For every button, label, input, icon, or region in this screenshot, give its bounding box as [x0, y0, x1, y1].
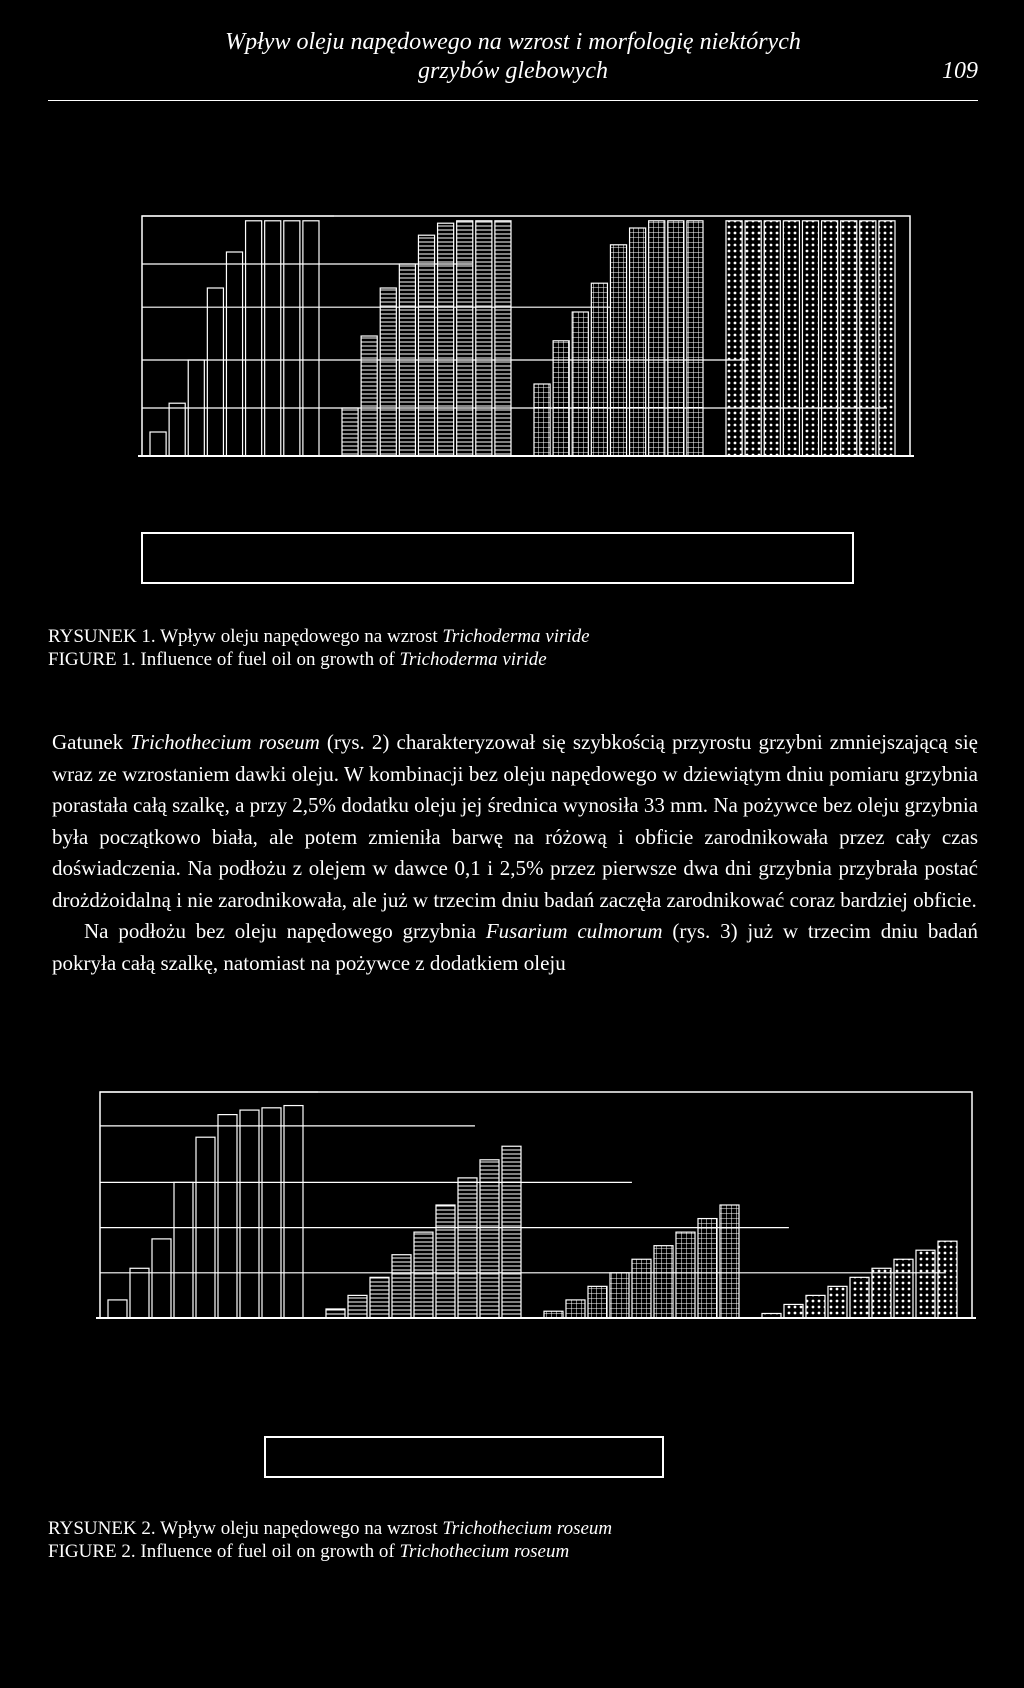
- bar-mark: [802, 221, 818, 456]
- bar-mark: [553, 341, 569, 456]
- paragraph-1-species: Trichothecium roseum: [130, 730, 320, 754]
- bar-mark: [457, 221, 473, 456]
- figure-2-caption-en-species: Trichothecium roseum: [399, 1541, 570, 1562]
- bar-mark: [649, 221, 665, 456]
- bar-mark: [476, 221, 492, 456]
- figure-2-svg: [96, 1088, 976, 1324]
- figure-1-caption-en-text: FIGURE 1. Influence of fuel oil on growth of: [48, 649, 400, 670]
- figure-1-svg: [138, 212, 914, 462]
- figure-1-chart: [138, 212, 914, 462]
- bar-mark: [668, 221, 684, 456]
- running-head-title-line1: Wpływ oleju napędowego na wzrost i morfologię niektórych: [225, 29, 801, 55]
- bar-mark: [879, 221, 895, 456]
- bar-mark: [370, 1277, 389, 1318]
- bar-mark: [418, 235, 434, 456]
- figure-2-caption-pl: [48, 1517, 612, 1540]
- bar-mark: [784, 1304, 803, 1318]
- bar-mark: [392, 1255, 411, 1318]
- bar-mark: [745, 221, 761, 456]
- bar-mark: [207, 288, 223, 456]
- paragraph-2-text-a: Na podłożu bez oleju napędowego grzybnia: [84, 919, 486, 943]
- figure-1-legend-box: [141, 532, 854, 584]
- bar-mark: [841, 221, 857, 456]
- figure-2-caption-pl-text: RYSUNEK 2. Wpływ oleju napędowego na wzrost: [48, 1518, 443, 1539]
- figure-1-caption: [48, 625, 590, 671]
- bar-mark: [806, 1295, 825, 1318]
- paragraph-2-species: Fusarium culmorum: [485, 919, 663, 943]
- bar-mark: [654, 1246, 673, 1318]
- bar-mark: [169, 403, 185, 456]
- bar-mark: [174, 1182, 193, 1318]
- bar-mark: [265, 221, 281, 456]
- bar-mark: [726, 221, 742, 456]
- figure-1-caption-en: [48, 648, 590, 671]
- bar-mark: [630, 228, 646, 456]
- running-head-title-line2-text: grzybów glebowych: [418, 58, 608, 84]
- bar-mark: [130, 1268, 149, 1318]
- bar-mark: [150, 432, 166, 456]
- bar-mark: [720, 1205, 739, 1318]
- paragraph-2: [52, 916, 978, 979]
- paragraph-1-text-b: (rys. 2) charakteryzował się szybkością przyrostu grzybni zmniejszającą się wraz ze wzrostaniem dawki oleju. W kombinacji bez oleju napędowego w dziewiątym dniu pomiaru grzybnia porastała całą szalkę, a przy 2,5% dodatku oleju jej średnica wynosiła 33 mm. Na pożywce bez oleju grzybnia była początkowo biała, ale potem zmieniła barwę na różową i obficie zarodnikowała przez cały czas doświadczenia. Na podłożu z olejem w dawce 0,1 i 2,5% przez pierwsze dwa dni grzybnia przybrała postać drożdżoidalną i nie zarodnikowała, ale już w trzecim dniu badań zaczęła zarodnikować coraz bardziej obficie.: [52, 730, 978, 912]
- bar-mark: [916, 1250, 935, 1318]
- bar-mark: [361, 336, 377, 456]
- bar-mark: [284, 1106, 303, 1318]
- bar-mark: [218, 1115, 237, 1318]
- bar-mark: [872, 1268, 891, 1318]
- paragraph-1-text-a: Gatunek: [52, 730, 131, 754]
- figure-1-caption-pl-text: RYSUNEK 1. Wpływ oleju napędowego na wzrost: [48, 626, 443, 647]
- bar-mark: [572, 312, 588, 456]
- running-head-title-line2: [48, 57, 978, 86]
- bar-mark: [262, 1108, 281, 1318]
- bar-mark: [828, 1286, 847, 1318]
- bar-mark: [698, 1219, 717, 1318]
- bar-mark: [860, 221, 876, 456]
- bar-mark: [226, 252, 242, 456]
- bar-mark: [544, 1311, 563, 1318]
- header-rule: [48, 100, 978, 101]
- bar-mark: [438, 223, 454, 456]
- bar-mark: [246, 221, 262, 456]
- figure-1-caption-pl: [48, 625, 590, 648]
- paragraph-1: [52, 727, 978, 916]
- bar-mark: [783, 221, 799, 456]
- bar-mark: [591, 283, 607, 456]
- bar-mark: [687, 221, 703, 456]
- bar-mark: [588, 1286, 607, 1318]
- bar-mark: [610, 245, 626, 456]
- bar-mark: [610, 1273, 629, 1318]
- bar-mark: [894, 1259, 913, 1318]
- page-number: 109: [942, 58, 978, 84]
- bar-mark: [303, 221, 319, 456]
- figure-1-caption-pl-species: Trichoderma viride: [442, 626, 590, 647]
- bar-mark: [326, 1309, 345, 1318]
- figure-1-caption-en-species: Trichoderma viride: [399, 649, 547, 670]
- bar-mark: [534, 384, 550, 456]
- bar-mark: [676, 1232, 695, 1318]
- bar-mark: [342, 408, 358, 456]
- bar-mark: [380, 288, 396, 456]
- bar-mark: [458, 1178, 477, 1318]
- figure-2-caption-pl-species: Trichothecium roseum: [442, 1518, 613, 1539]
- bar-mark: [822, 221, 838, 456]
- bar-mark: [938, 1241, 957, 1318]
- running-head: [48, 28, 978, 86]
- figure-2-legend-box: [264, 1436, 664, 1478]
- bar-mark: [399, 264, 415, 456]
- bar-mark: [284, 221, 300, 456]
- bar-mark: [495, 221, 511, 456]
- bar-mark: [414, 1232, 433, 1318]
- bar-mark: [502, 1146, 521, 1318]
- figure-2-caption-en-text: FIGURE 2. Influence of fuel oil on growth of: [48, 1541, 400, 1562]
- bar-mark: [632, 1259, 651, 1318]
- figure-2-caption: [48, 1517, 612, 1563]
- bar-mark: [480, 1160, 499, 1318]
- body-text: [52, 727, 978, 979]
- bar-mark: [436, 1205, 455, 1318]
- bar-mark: [348, 1295, 367, 1318]
- figure-2-caption-en: [48, 1540, 612, 1563]
- bar-mark: [152, 1239, 171, 1318]
- bar-mark: [764, 221, 780, 456]
- bar-mark: [108, 1300, 127, 1318]
- bar-mark: [850, 1277, 869, 1318]
- paragraph-2-text-b: (rys. 3) już w trzecim dniu badań pokryła całą szalkę, natomiast na pożywce z dodatkiem oleju: [52, 919, 978, 975]
- figure-2-chart: [96, 1088, 976, 1324]
- bar-mark: [240, 1110, 259, 1318]
- bar-mark: [566, 1300, 585, 1318]
